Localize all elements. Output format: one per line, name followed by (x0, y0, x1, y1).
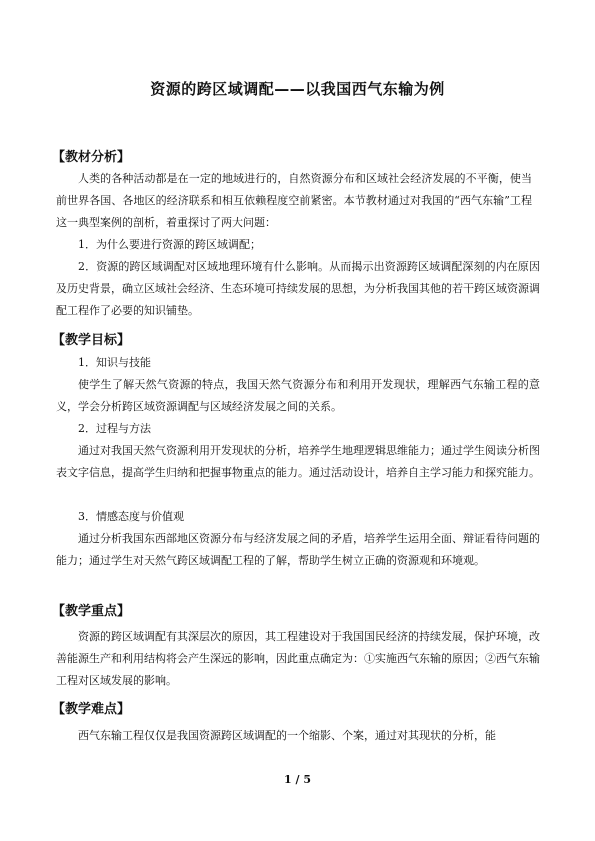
paragraph: 人类的各种活动都是在一定的地域进行的，自然资源分布和区域社会经济发展的不平衡，使当前世界各国、各地区的经济联系和相互依赖程度空前紧密。本节教材通过对我国的“西气东输”工程这一典型案例的剖析，着重探讨了两大问题： (56, 172, 532, 229)
subheading: 3．情感态度与价值观 (78, 510, 184, 523)
paragraph: 2．资源的跨区域调配对区域地理环境有什么影响。从而揭示出资源跨区域调配深刻的内在原因及历史背景，确立区域社会经济、生态环境可持续发展的思想，为分析我国其他的若干跨区域资源调配工程作了必要的知识铺垫。 (56, 260, 540, 317)
paragraph: 资源的跨区域调配有其深层次的原因，其工程建设对于我国国民经济的持续发展，保护环境，改善能源生产和利用结构将会产生深远的影响，因此重点确定为：①实施西气东输的原因；②西气东输工程对区域发展的影响。 (56, 630, 540, 687)
page-number: 1 / 5 (284, 773, 311, 786)
paragraph: 通过分析我国东西部地区资源分布与经济发展之间的矛盾，培养学生运用全面、辩证看待问题的能力；通过学生对天然气跨区域调配工程的了解，帮助学生树立正确的资源观和环境观。 (56, 532, 540, 567)
section-heading-teaching-objectives: 【教学目标】 (52, 333, 131, 348)
subheading: 1．知识与技能 (78, 356, 151, 369)
section-heading-teaching-difficulty: 【教学难点】 (52, 702, 131, 717)
paragraph: 西气东输工程仅仅是我国资源跨区域调配的一个缩影、个案，通过对其现状的分析，能 (78, 729, 496, 742)
paragraph: 通过对我国天然气资源利用开发现状的分析，培养学生地理逻辑思维能力；通过学生阅读分析图表文字信息，提高学生归纳和把握事物重点的能力。通过活动设计，培养自主学习能力和探究能力。 (56, 444, 540, 479)
document-title: 资源的跨区域调配——以我国西气东输为例 (150, 80, 445, 98)
paragraph: 使学生了解天然气资源的特点，我国天然气资源分布和利用开发现状，理解西气东输工程的意义，学会分析跨区域资源调配与区域经济发展之间的关系。 (56, 378, 540, 413)
section-heading-teaching-focus: 【教学重点】 (52, 604, 131, 619)
section-heading-textbook-analysis: 【教材分析】 (52, 150, 131, 165)
subheading: 2．过程与方法 (78, 422, 151, 435)
list-item: 1．为什么要进行资源的跨区域调配； (78, 238, 261, 251)
